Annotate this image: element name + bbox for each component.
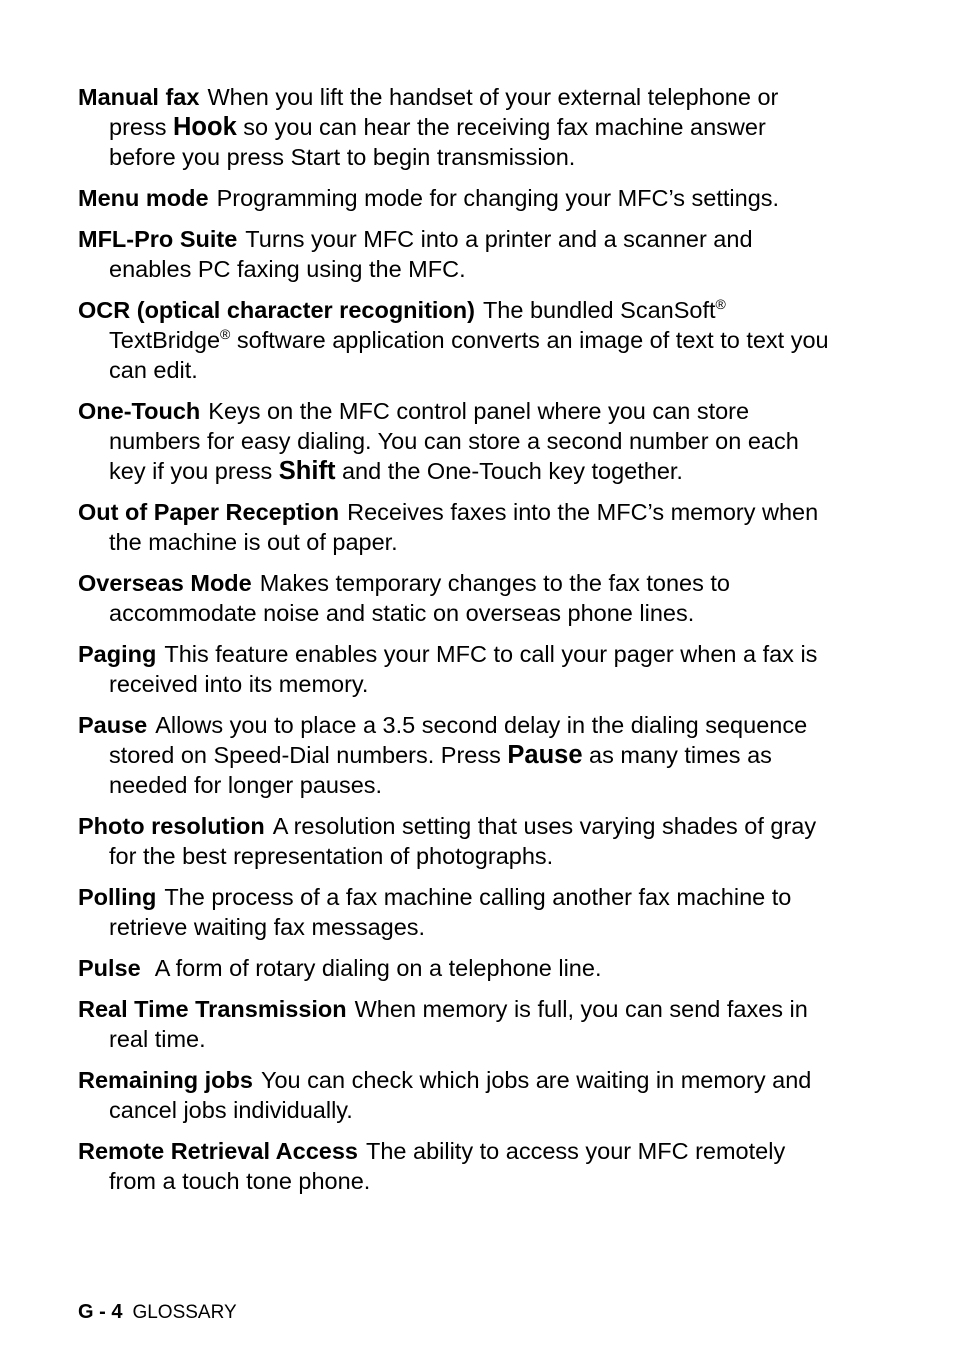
glossary-term: Manual fax <box>78 84 200 110</box>
glossary-definition: The bundled ScanSoft <box>482 297 716 323</box>
glossary-term: Overseas Mode <box>78 570 252 596</box>
glossary-term: Photo resolution <box>78 813 265 839</box>
glossary-definition: A resolution setting that uses varying shades of gray for the best representation of photographs. <box>109 813 817 869</box>
glossary-definition: Keys on the MFC control panel where you can store numbers for easy dialing. You can store a second number on each key if you press <box>109 398 799 484</box>
glossary-definition: software application converts an image of text to text you can edit. <box>109 327 829 383</box>
glossary-definition: A form of rotary dialing on a telephone line. <box>154 955 602 981</box>
glossary-entry-ocr <box>78 295 838 385</box>
glossary-entry-out-of-paper-reception <box>78 497 838 557</box>
registered-mark: ® <box>715 296 726 312</box>
key-name-pause: Pause <box>507 741 583 769</box>
glossary-definition: TextBridge <box>109 327 221 353</box>
glossary-term: Pulse <box>78 955 141 981</box>
key-name-hook: Hook <box>173 113 237 141</box>
registered-mark: ® <box>220 326 231 342</box>
glossary-term: Pause <box>78 712 148 738</box>
glossary-definition: Programming mode for changing your MFC’s settings. <box>216 185 780 211</box>
glossary-entry-overseas-mode <box>78 568 838 628</box>
glossary-term: Out of Paper Reception <box>78 499 340 525</box>
glossary-term: Real Time Transmission <box>78 996 347 1022</box>
glossary-term: One-Touch <box>78 398 201 424</box>
glossary-term: Polling <box>78 884 157 910</box>
glossary-definition: This feature enables your MFC to call your pager when a fax is received into its memory. <box>109 641 818 697</box>
glossary-definition: and the One-Touch key together. <box>335 458 683 484</box>
section-title: GLOSSARY <box>132 1302 237 1323</box>
glossary-term: Menu mode <box>78 185 209 211</box>
glossary-entry-polling <box>78 882 838 942</box>
glossary-definition: Allows you to place a 3.5 second delay in the dialing sequence stored on Speed-Dial numbers. Press <box>109 712 808 768</box>
glossary-definition: The ability to access your MFC remotely from a touch tone phone. <box>109 1138 786 1194</box>
glossary-entry-one-touch <box>78 396 838 486</box>
glossary-entry-menu-mode <box>78 183 838 213</box>
glossary-definition: Makes temporary changes to the fax tones to accommodate noise and static on overseas phone lines. <box>109 570 730 626</box>
glossary-entry-pause <box>78 710 838 800</box>
glossary-list <box>78 82 838 1207</box>
glossary-entry-mfl-pro-suite <box>78 224 838 284</box>
page-number: G - 4 <box>78 1301 123 1323</box>
glossary-entry-remote-retrieval-access <box>78 1136 838 1196</box>
glossary-entry-paging <box>78 639 838 699</box>
glossary-entry-manual-fax <box>78 82 838 172</box>
glossary-definition: so you can hear the receiving fax machine answer before you press Start to begin transmission. <box>109 114 766 170</box>
glossary-term: OCR (optical character recognition) <box>78 297 475 323</box>
glossary-term: Remote Retrieval Access <box>78 1138 358 1164</box>
key-name-shift: Shift <box>278 457 336 485</box>
glossary-definition: The process of a fax machine calling another fax machine to retrieve waiting fax messages. <box>109 884 792 940</box>
glossary-entry-pulse <box>78 953 838 983</box>
glossary-entry-remaining-jobs <box>78 1065 838 1125</box>
glossary-definition: as many times as needed for longer pauses. <box>109 742 772 798</box>
glossary-definition: Receives faxes into the MFC’s memory when the machine is out of paper. <box>109 499 819 555</box>
page-footer <box>78 1300 237 1325</box>
glossary-definition: When you lift the handset of your external telephone or press <box>109 84 779 140</box>
glossary-entry-real-time-transmission <box>78 994 838 1054</box>
glossary-definition: Turns your MFC into a printer and a scanner and enables PC faxing using the MFC. <box>109 226 753 282</box>
glossary-term: Remaining jobs <box>78 1067 253 1093</box>
glossary-term: MFL-Pro Suite <box>78 226 238 252</box>
glossary-term: Paging <box>78 641 157 667</box>
glossary-definition: When memory is full, you can send faxes in real time. <box>109 996 808 1052</box>
glossary-entry-photo-resolution <box>78 811 838 871</box>
glossary-definition: You can check which jobs are waiting in memory and cancel jobs individually. <box>109 1067 812 1123</box>
